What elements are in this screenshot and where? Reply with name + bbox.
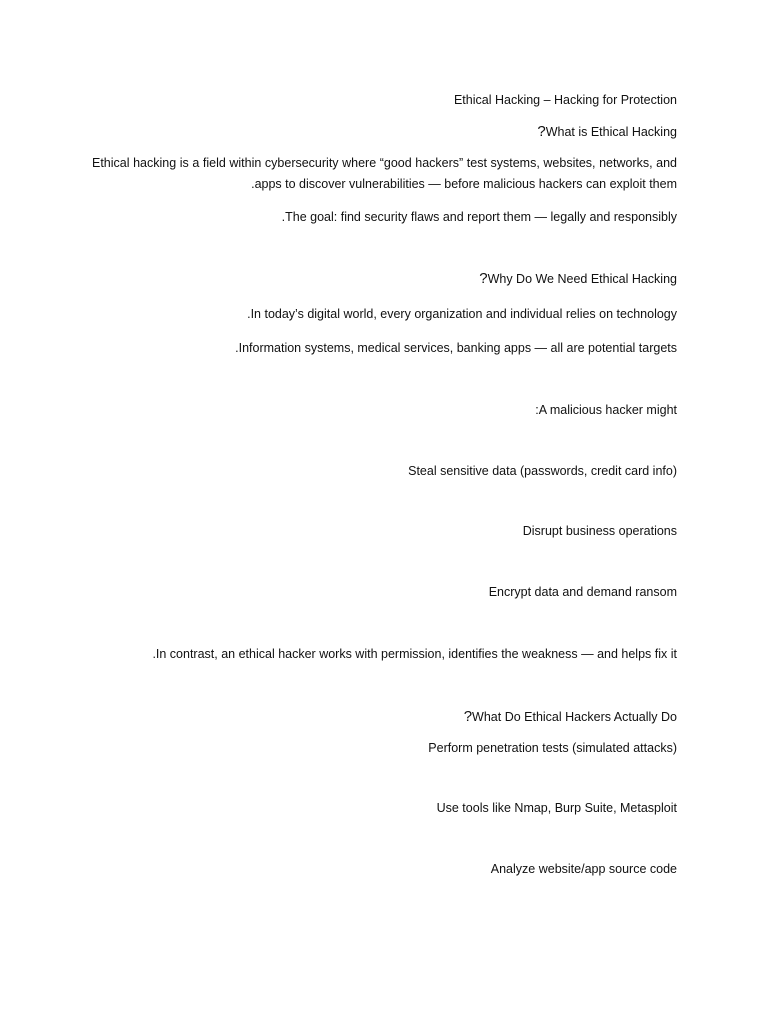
heading-text: Why Do We Need Ethical Hacking: [487, 272, 677, 286]
paragraph-line: Ethical hacking is a field within cybersecurity where “good hackers” test systems, websites, networks, and: [92, 156, 677, 170]
paragraph: .In contrast, an ethical hacker works with permission, identifies the weakness — and helps fix it: [152, 647, 677, 661]
list-item: Steal sensitive data (passwords, credit card info): [408, 464, 677, 478]
section-heading-what-do: [464, 709, 677, 725]
list-item: Disrupt business operations: [522, 524, 677, 538]
question-mark: ?: [479, 270, 488, 287]
list-intro: :A malicious hacker might: [535, 403, 677, 417]
heading-text: What is Ethical Hacking: [545, 125, 677, 139]
list-item: Encrypt data and demand ransom: [488, 585, 677, 599]
paragraph: .Information systems, medical services, banking apps — all are potential targets: [235, 341, 677, 355]
list-item: Perform penetration tests (simulated attacks): [428, 741, 677, 755]
heading-text: What Do Ethical Hackers Actually Do: [472, 710, 677, 724]
paragraph: .In today’s digital world, every organization and individual relies on technology: [247, 307, 677, 321]
section-heading-why-need: [479, 271, 677, 287]
question-mark: ?: [537, 123, 546, 140]
list-item: Use tools like Nmap, Burp Suite, Metasploit: [436, 801, 677, 815]
section-heading-what-is: [537, 124, 677, 140]
list-item: Analyze website/app source code: [490, 862, 677, 876]
paragraph-line: .apps to discover vulnerabilities — before malicious hackers can exploit them: [251, 177, 677, 191]
paragraph: .The goal: find security flaws and report them — legally and responsibly: [281, 210, 677, 224]
question-mark: ?: [463, 708, 473, 725]
document-title: Ethical Hacking – Hacking for Protection: [453, 93, 677, 107]
